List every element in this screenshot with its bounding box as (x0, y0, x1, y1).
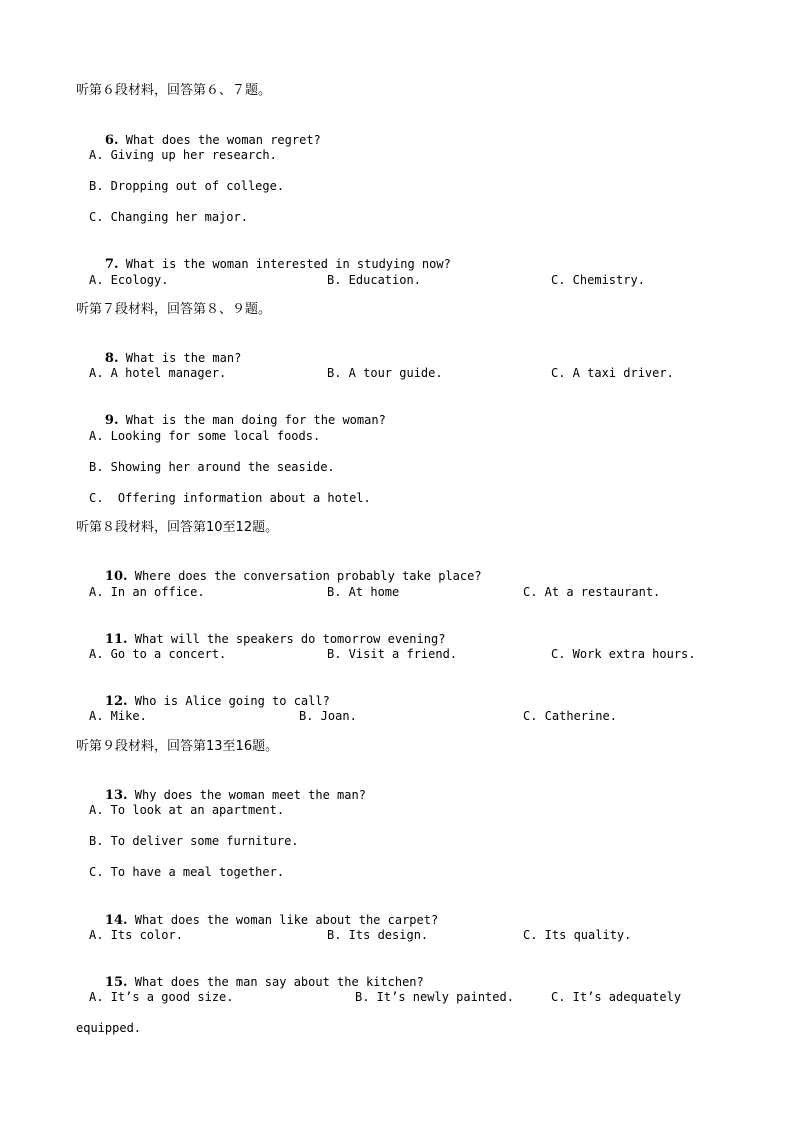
q6-option-c: C. Changing her major. (89, 210, 248, 224)
question-stem: What does the woman regret? (125, 133, 321, 147)
q9-option-b: B. Showing her around the seaside. (89, 460, 335, 474)
question-number: 6. (104, 133, 119, 148)
question-stem: What is the man? (125, 351, 242, 365)
q8-option-c: C. A taxi driver. (551, 366, 674, 380)
q11-option-c: C. Work extra hours. (551, 647, 696, 661)
question-stem: What is the woman interested in studying now? (125, 257, 451, 271)
question-number: 7. (104, 257, 119, 272)
q10-option-b: B. At home (327, 585, 400, 599)
q15-option-c: C. It’s adequately (551, 990, 682, 1004)
q15-option-a: A. It’s a good size. (89, 990, 234, 1004)
q12-option-c: C. Catherine. (523, 709, 617, 723)
section-6-heading: 听第６段材料，回答第６、７题。 (76, 83, 272, 98)
question-stem: Why does the woman meet the man? (134, 788, 366, 802)
question-number: 9. (104, 413, 119, 428)
question-number: 15. (104, 975, 128, 990)
question-number: 8. (104, 351, 119, 366)
q6-option-b: B. Dropping out of college. (89, 179, 285, 193)
q7-option-b: B. Education. (327, 273, 421, 287)
question-number: 13. (104, 788, 128, 803)
question-number: 10. (104, 569, 128, 584)
q7-option-a: A. Ecology. (89, 273, 169, 287)
q13-option-a: A. To look at an apartment. (89, 803, 285, 817)
question-stem: What does the woman like about the carpet? (134, 913, 439, 927)
q10-option-c: C. At a restaurant. (523, 585, 661, 599)
section-9-heading: 听第９段材料，回答第13至16题。 (76, 739, 279, 754)
question-number: 11. (104, 632, 128, 647)
question-number: 12. (104, 694, 128, 709)
q11-option-b: B. Visit a friend. (327, 647, 458, 661)
q11-option-a: A. Go to a concert. (89, 647, 227, 661)
question-stem: What is the man doing for the woman? (125, 413, 386, 427)
q8-option-b: B. A tour guide. (327, 366, 443, 380)
q9-option-a: A. Looking for some local foods. (89, 429, 321, 443)
q6-option-a: A. Giving up her research. (89, 148, 277, 162)
q12-option-a: A. Mike. (89, 709, 147, 723)
q15-option-b: B. It’s newly painted. (355, 990, 514, 1004)
question-stem: Who is Alice going to call? (134, 694, 330, 708)
question-stem: What will the speakers do tomorrow evening? (134, 632, 446, 646)
q10-option-a: A. In an office. (89, 585, 205, 599)
q14-option-c: C. Its quality. (523, 928, 632, 942)
q9-option-c: C. Offering information about a hotel. (89, 491, 371, 505)
section-8-heading: 听第８段材料，回答第10至12题。 (76, 520, 279, 535)
q15-option-c-continued: equipped. (76, 1021, 142, 1035)
q13-option-c: C. To have a meal together. (89, 865, 285, 879)
q7-option-c: C. Chemistry. (551, 273, 645, 287)
q8-option-a: A. A hotel manager. (89, 366, 227, 380)
question-number: 14. (104, 913, 128, 928)
q13-option-b: B. To deliver some furniture. (89, 834, 299, 848)
section-7-heading: 听第７段材料，回答第８、９题。 (76, 302, 272, 317)
q14-option-a: A. Its color. (89, 928, 183, 942)
q12-option-b: B. Joan. (299, 709, 357, 723)
question-stem: Where does the conversation probably take place? (134, 569, 482, 583)
question-stem: What does the man say about the kitchen? (134, 975, 424, 989)
q14-option-b: B. Its design. (327, 928, 429, 942)
